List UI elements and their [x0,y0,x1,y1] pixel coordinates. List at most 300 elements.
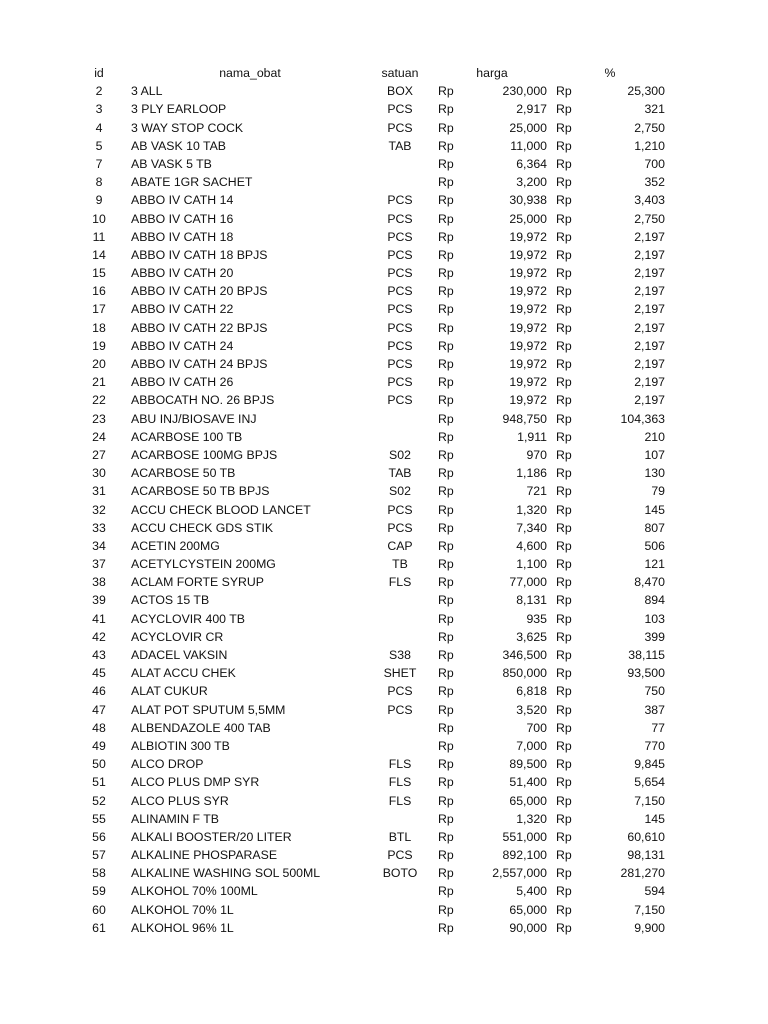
table-row [0,519,768,537]
table-row [0,446,768,464]
cell-harga: 11,000 [510,138,547,153]
cell-id: 60 [92,902,106,917]
cell-id: 49 [92,738,106,753]
cell-currency: Rp [438,702,454,717]
table-row [0,391,768,409]
cell-persen: 750 [644,684,665,699]
cell-satuan: PCS [387,120,413,135]
cell-nama-obat: ACETYLCYSTEIN 200MG [131,557,276,572]
cell-persen: 7,150 [634,793,665,808]
cell-currency: Rp [438,666,454,681]
cell-currency: Rp [438,520,454,535]
cell-persen: 281,270 [620,866,665,881]
cell-harga: 65,000 [509,793,547,808]
cell-harga: 19,972 [509,284,547,299]
cell-currency: Rp [556,720,572,735]
cell-currency: Rp [438,102,454,117]
cell-currency: Rp [556,666,572,681]
cell-currency: Rp [438,247,454,262]
table-row [0,755,768,773]
cell-harga: 19,972 [509,320,547,335]
cell-currency: Rp [438,557,454,572]
cell-satuan: PCS [387,520,413,535]
header-nama-obat: nama_obat [219,66,281,80]
cell-persen: 2,750 [634,211,665,226]
cell-id: 55 [92,811,106,826]
cell-persen: 25,300 [627,84,665,99]
cell-id: 15 [92,266,106,281]
cell-nama-obat: ALKALINE WASHING SOL 500ML [131,866,321,881]
cell-currency: Rp [556,175,572,190]
cell-id: 4 [95,120,103,135]
cell-id: 23 [92,411,106,426]
table-row [0,846,768,864]
cell-currency: Rp [438,757,454,772]
table-row [0,701,768,719]
table-row [0,810,768,828]
cell-currency: Rp [556,466,572,481]
cell-persen: 352 [644,175,665,190]
cell-satuan: TAB [388,138,412,153]
cell-nama-obat: ALINAMIN F TB [131,811,219,826]
cell-nama-obat: ALKALI BOOSTER/20 LITER [131,829,292,844]
cell-satuan: SHET [383,666,417,681]
cell-currency: Rp [556,557,572,572]
cell-currency: Rp [556,684,572,699]
cell-id: 31 [92,484,106,499]
cell-currency: Rp [438,357,454,371]
cell-persen: 7,150 [634,902,665,917]
cell-id: 9 [95,193,103,208]
cell-currency: Rp [556,120,572,135]
cell-currency: Rp [438,193,454,208]
cell-persen: 506 [644,538,665,553]
cell-id: 38 [92,575,106,590]
cell-nama-obat: ABATE 1GR SACHET [131,175,253,190]
cell-currency: Rp [438,811,454,826]
cell-nama-obat: ABBO IV CATH 20 BPJS [131,284,268,299]
table-row [0,228,768,246]
cell-id: 18 [92,320,106,335]
cell-currency: Rp [438,502,454,517]
cell-currency: Rp [438,156,454,171]
cell-harga: 3,520 [516,702,547,717]
cell-persen: 93,500 [627,666,665,681]
cell-currency: Rp [556,375,572,390]
table-row [0,282,768,300]
table-row [0,210,768,228]
cell-currency: Rp [438,393,454,408]
cell-satuan: S02 [389,447,411,462]
cell-currency: Rp [556,611,572,626]
cell-currency: Rp [556,575,572,590]
cell-id: 37 [92,557,106,572]
cell-currency: Rp [438,884,454,899]
cell-persen: 130 [644,466,665,481]
header-satuan: satuan [381,66,419,80]
cell-id: 20 [92,357,106,371]
table-row [0,737,768,755]
cell-currency: Rp [556,902,572,917]
cell-id: 57 [92,848,106,863]
cell-harga: 892,100 [502,848,547,863]
cell-harga: 5,400 [516,884,547,899]
cell-currency: Rp [438,466,454,481]
table-row [0,682,768,700]
cell-currency: Rp [556,884,572,899]
cell-currency: Rp [438,629,454,644]
cell-currency: Rp [556,447,572,462]
cell-persen: 104,363 [620,411,665,426]
table-row [0,792,768,810]
cell-currency: Rp [556,920,572,935]
table-row [0,100,768,118]
cell-persen: 107 [644,447,665,462]
cell-harga: 65,000 [509,902,547,917]
cell-nama-obat: ACTOS 15 TB [131,593,210,608]
table-row [0,319,768,337]
cell-nama-obat: ALAT CUKUR [131,684,208,699]
cell-persen: 399 [644,629,665,644]
cell-nama-obat: ABBO IV CATH 22 BPJS [131,320,268,335]
cell-satuan: PCS [387,393,413,408]
cell-persen: 38,115 [628,648,665,662]
cell-persen: 2,197 [634,375,665,390]
cell-id: 16 [92,284,106,299]
cell-nama-obat: ABBO IV CATH 24 BPJS [131,357,268,371]
cell-harga: 7,000 [516,738,547,753]
cell-nama-obat: ACARBOSE 50 TB [131,466,236,481]
cell-nama-obat: ADACEL VAKSIN [131,648,228,662]
cell-satuan: FLS [388,775,412,790]
cell-id: 34 [92,538,106,553]
cell-currency: Rp [556,156,572,171]
cell-currency: Rp [438,211,454,226]
cell-satuan: PCS [387,211,413,226]
cell-persen: 807 [644,520,665,535]
table-row [0,119,768,137]
cell-id: 2 [95,84,103,99]
cell-currency: Rp [556,757,572,772]
table-row [0,773,768,791]
cell-persen: 9,900 [634,920,665,935]
cell-harga: 19,972 [509,357,547,371]
cell-currency: Rp [438,447,454,462]
cell-id: 33 [92,520,106,535]
cell-currency: Rp [556,102,572,117]
cell-persen: 1,210 [634,138,665,153]
cell-satuan: PCS [387,320,413,335]
cell-currency: Rp [438,538,454,553]
table-row [0,573,768,591]
cell-satuan: PCS [387,229,413,244]
table-row [0,591,768,609]
table-row [0,428,768,446]
cell-persen: 387 [644,702,665,717]
cell-harga: 8,131 [516,593,547,608]
cell-id: 10 [92,211,106,226]
cell-id: 51 [92,775,106,790]
cell-currency: Rp [438,338,454,353]
cell-harga: 19,972 [509,229,547,244]
cell-currency: Rp [438,648,454,662]
cell-id: 48 [92,720,106,735]
cell-harga: 89,500 [509,757,547,772]
cell-currency: Rp [556,538,572,553]
table-row [0,410,768,428]
cell-id: 3 [95,102,103,117]
cell-id: 56 [92,829,106,844]
cell-harga: 19,972 [509,393,547,408]
cell-satuan: CAP [387,538,413,553]
cell-currency: Rp [556,302,572,317]
cell-id: 59 [92,884,106,899]
cell-harga: 850,000 [502,666,547,681]
cell-currency: Rp [438,775,454,790]
cell-currency: Rp [438,429,454,444]
cell-harga: 19,972 [509,302,547,317]
cell-satuan: PCS [387,338,413,353]
cell-persen: 770 [644,738,665,753]
cell-nama-obat: ALKOHOL 70% 100ML [131,884,258,899]
cell-satuan: PCS [387,284,413,299]
table-row [0,864,768,882]
cell-harga: 970 [526,447,547,462]
cell-nama-obat: ACYCLOVIR CR [131,629,224,644]
cell-id: 61 [92,920,106,935]
cell-satuan: PCS [387,193,413,208]
cell-currency: Rp [438,593,454,608]
cell-currency: Rp [556,484,572,499]
cell-satuan: FLS [388,575,412,590]
cell-nama-obat: AB VASK 10 TAB [131,138,227,153]
cell-persen: 2,197 [634,357,665,371]
cell-persen: 145 [644,502,665,517]
cell-currency: Rp [438,284,454,299]
cell-currency: Rp [556,738,572,753]
cell-currency: Rp [556,247,572,262]
cell-currency: Rp [438,375,454,390]
cell-currency: Rp [556,648,572,662]
header-persen: % [604,66,616,80]
cell-harga: 7,340 [516,520,547,535]
cell-id: 50 [92,757,106,772]
cell-currency: Rp [556,702,572,717]
cell-currency: Rp [556,338,572,353]
cell-persen: 2,197 [634,247,665,262]
cell-satuan: PCS [387,357,413,371]
cell-id: 22 [92,393,106,408]
cell-harga: 230,000 [502,84,547,99]
cell-harga: 346,500 [502,648,547,662]
cell-nama-obat: ABU INJ/BIOSAVE INJ [131,411,257,426]
cell-harga: 6,818 [516,684,547,699]
table-row [0,555,768,573]
cell-persen: 9,845 [634,757,665,772]
cell-satuan: PCS [387,375,413,390]
cell-persen: 321 [644,102,665,117]
cell-satuan: PCS [387,848,413,863]
cell-satuan: S38 [389,648,411,662]
cell-harga: 935 [526,611,547,626]
cell-nama-obat: ALCO PLUS SYR [131,793,229,808]
cell-harga: 1,186 [516,466,547,481]
cell-nama-obat: 3 ALL [131,84,163,99]
cell-currency: Rp [556,284,572,299]
cell-currency: Rp [556,829,572,844]
cell-currency: Rp [438,484,454,499]
table-row [0,246,768,264]
cell-currency: Rp [556,357,572,371]
cell-satuan: BOX [387,84,413,99]
table-row [0,901,768,919]
cell-currency: Rp [556,629,572,644]
cell-nama-obat: ALBENDAZOLE 400 TAB [131,720,271,735]
cell-nama-obat: ALAT POT SPUTUM 5,5MM [131,702,286,717]
header-id: id [94,66,104,80]
cell-id: 41 [92,611,106,626]
cell-harga: 1,100 [516,557,547,572]
cell-persen: 121 [644,557,665,572]
cell-satuan: PCS [387,247,413,262]
header-row [0,64,768,82]
cell-id: 19 [92,338,106,353]
cell-persen: 700 [644,156,665,171]
cell-harga: 948,750 [502,411,547,426]
cell-persen: 210 [644,429,665,444]
cell-persen: 5,654 [634,775,665,790]
cell-currency: Rp [556,229,572,244]
cell-nama-obat: 3 PLY EARLOOP [131,102,227,117]
cell-harga: 19,972 [509,338,547,353]
table-row [0,537,768,555]
cell-id: 45 [92,666,106,681]
cell-persen: 103 [644,611,665,626]
cell-currency: Rp [438,611,454,626]
cell-currency: Rp [438,684,454,699]
table-row [0,155,768,173]
header-harga: harga [476,66,508,80]
cell-harga: 2,917 [516,102,547,117]
cell-id: 11 [92,229,106,244]
cell-id: 7 [95,156,103,171]
cell-nama-obat: ABBOCATH NO. 26 BPJS [131,393,275,408]
cell-currency: Rp [438,866,454,881]
cell-nama-obat: ACARBOSE 50 TB BPJS [131,484,270,499]
cell-nama-obat: ABBO IV CATH 18 [131,229,234,244]
cell-harga: 1,911 [517,429,547,444]
table-row [0,173,768,191]
cell-id: 32 [92,502,106,517]
table-row [0,919,768,937]
cell-nama-obat: ABBO IV CATH 16 [131,211,234,226]
cell-persen: 8,470 [634,575,665,590]
cell-harga: 19,972 [509,266,547,281]
cell-currency: Rp [556,429,572,444]
cell-currency: Rp [438,302,454,317]
cell-id: 42 [92,629,106,644]
table-row [0,264,768,282]
cell-currency: Rp [556,520,572,535]
cell-id: 14 [92,247,106,262]
cell-nama-obat: ALKALINE PHOSPARASE [131,848,278,863]
table-body [0,82,768,937]
cell-satuan: PCS [387,302,413,317]
cell-currency: Rp [438,575,454,590]
cell-currency: Rp [438,138,454,153]
cell-harga: 3,200 [516,175,547,190]
cell-harga: 700 [526,720,547,735]
cell-id: 27 [92,447,106,462]
cell-nama-obat: ACLAM FORTE SYRUP [131,575,265,590]
cell-persen: 79 [651,484,665,499]
table-row [0,337,768,355]
cell-currency: Rp [556,848,572,863]
cell-currency: Rp [556,411,572,426]
cell-harga: 30,938 [509,193,547,208]
cell-harga: 551,000 [502,829,547,844]
cell-satuan: TAB [388,466,412,481]
cell-persen: 2,197 [634,229,665,244]
cell-satuan: BOTO [382,866,418,881]
cell-persen: 2,197 [634,393,665,408]
table-row [0,482,768,500]
cell-nama-obat: 3 WAY STOP COCK [131,120,244,135]
cell-id: 21 [92,375,106,390]
cell-currency: Rp [438,266,454,281]
cell-nama-obat: ABBO IV CATH 22 [131,302,234,317]
cell-id: 58 [92,866,106,881]
cell-harga: 25,000 [509,120,547,135]
cell-persen: 3,403 [634,193,665,208]
cell-nama-obat: ABBO IV CATH 18 BPJS [131,247,268,262]
cell-nama-obat: ALKOHOL 96% 1L [131,920,234,935]
cell-persen: 2,197 [634,320,665,335]
table-row [0,628,768,646]
cell-currency: Rp [438,738,454,753]
table-row [0,501,768,519]
table-row [0,191,768,209]
cell-persen: 2,197 [634,266,665,281]
cell-harga: 77,000 [509,575,547,590]
cell-currency: Rp [556,393,572,408]
cell-nama-obat: ABBO IV CATH 20 [131,266,234,281]
cell-persen: 77 [651,720,665,735]
cell-currency: Rp [438,320,454,335]
cell-harga: 3,625 [516,629,547,644]
cell-satuan: S02 [389,484,411,499]
cell-persen: 98,131 [627,848,665,863]
cell-harga: 25,000 [509,211,547,226]
table-row [0,464,768,482]
cell-satuan: FLS [388,793,412,808]
cell-harga: 721 [526,484,547,499]
cell-currency: Rp [438,175,454,190]
cell-nama-obat: ACETIN 200MG [131,538,220,553]
cell-harga: 6,364 [516,156,547,171]
cell-id: 24 [92,429,106,444]
cell-harga: 19,972 [509,375,547,390]
cell-id: 5 [95,138,103,153]
cell-persen: 60,610 [627,829,665,844]
cell-nama-obat: ALCO DROP [131,757,204,772]
cell-currency: Rp [556,811,572,826]
cell-nama-obat: ACCU CHECK GDS STIK [131,520,274,535]
cell-harga: 4,600 [516,538,547,553]
cell-id: 52 [92,793,106,808]
cell-persen: 145 [644,811,665,826]
table-row [0,646,768,664]
